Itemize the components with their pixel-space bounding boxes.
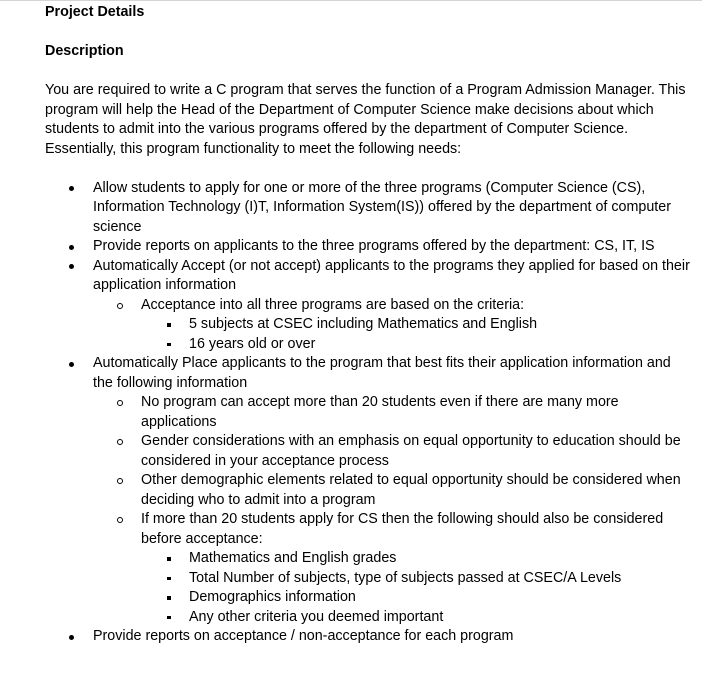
document-page xyxy=(45,3,690,647)
sub-sub-list-item-text: Mathematics and English grades xyxy=(189,550,397,566)
sub-list-item-text: Gender considerations with an emphasis on equal opportunity to education should be considered in your acceptance process xyxy=(141,433,681,469)
section-title: Project Details xyxy=(45,4,145,20)
sub-list xyxy=(45,393,690,627)
sub-sub-list-item xyxy=(141,315,690,335)
subsection-title: Description xyxy=(45,43,124,59)
sub-sub-list-item-text: 16 years old or over xyxy=(189,335,316,352)
bullet-circle-icon xyxy=(117,517,123,523)
sub-list-item xyxy=(93,432,690,471)
sub-sub-list-item xyxy=(141,569,690,589)
sub-sub-list-item-text: Total Number of subjects, type of subjects passed at CSEC/A Levels xyxy=(189,569,622,586)
sub-sub-list xyxy=(93,315,690,354)
list-item-text: Automatically Place applicants to the program that best fits their application information and the following information xyxy=(93,355,671,391)
intro-paragraph xyxy=(45,81,690,159)
sub-sub-list-item-text: 5 subjects at CSEC including Mathematics and English xyxy=(189,316,538,332)
bullet-square-icon xyxy=(167,323,171,327)
intro-paragraph-text: You are required to write a C program that serves the function of a Program Admission Manager. This program will help the Head of the Department of Computer Science make decisions about which students to admit into the various programs offered by the department of Computer Science. xyxy=(45,82,686,137)
top-divider xyxy=(0,0,702,1)
bullet-circle-icon xyxy=(117,400,123,406)
list-item-text: Provide reports on acceptance / non-acceptance for each program xyxy=(93,628,514,644)
list-item xyxy=(45,237,690,257)
bullet-square-icon xyxy=(167,577,171,581)
sub-list-item-text: No program can accept more than 20 students even if there are many more applications xyxy=(141,394,619,430)
needs-list xyxy=(45,179,690,647)
list-item xyxy=(45,627,690,647)
sub-sub-list-item-text: Demographics information xyxy=(189,589,356,605)
sub-sub-list-item xyxy=(141,549,690,569)
bullet-square-icon xyxy=(167,343,171,347)
list-item xyxy=(45,179,690,238)
list-item xyxy=(45,257,690,355)
bullet-disc-icon xyxy=(69,362,74,367)
sub-sub-list-item xyxy=(141,335,690,355)
list-item xyxy=(45,354,690,627)
bullet-disc-icon xyxy=(69,245,74,250)
sub-list-item-text: Acceptance into all three programs are based on the criteria: xyxy=(141,296,525,313)
list-item-text: Automatically Accept (or not accept) applicants to the programs they applied for based on their application information xyxy=(93,257,690,293)
sub-sub-list-item xyxy=(141,608,690,628)
bullet-square-icon xyxy=(167,596,171,600)
list-item-text: Allow students to apply for one or more of the three programs (Computer Science (CS), Information Technology (I)T, Information System(IS)) offered by the department of computer science xyxy=(93,179,671,235)
sub-list-item xyxy=(93,510,690,627)
sub-list-item xyxy=(93,471,690,510)
sub-sub-list xyxy=(93,549,690,627)
bullet-circle-icon xyxy=(117,478,123,484)
bullet-disc-icon xyxy=(69,186,74,191)
bullet-circle-icon xyxy=(117,303,123,309)
bullet-circle-icon xyxy=(117,439,123,445)
sub-list-item xyxy=(93,296,690,355)
sub-sub-list-item xyxy=(141,588,690,608)
sub-list-item-text: Other demographic elements related to equal opportunity should be considered when deciding who to admit into a program xyxy=(141,472,681,508)
bullet-disc-icon xyxy=(69,264,74,269)
sub-list xyxy=(45,296,690,355)
intro-line-2: Essentially, this program functionality to meet the following needs: xyxy=(45,140,462,157)
sub-list-item xyxy=(93,393,690,432)
bullet-square-icon xyxy=(167,616,171,620)
list-item-text: Provide reports on applicants to the three programs offered by the department: CS, IT, IS xyxy=(93,238,655,254)
bullet-square-icon xyxy=(167,557,171,561)
sub-sub-list-item-text: Any other criteria you deemed important xyxy=(189,608,444,625)
sub-list-item-text: If more than 20 students apply for CS then the following should also be considered before acceptance: xyxy=(141,511,664,547)
bullet-disc-icon xyxy=(69,635,74,640)
